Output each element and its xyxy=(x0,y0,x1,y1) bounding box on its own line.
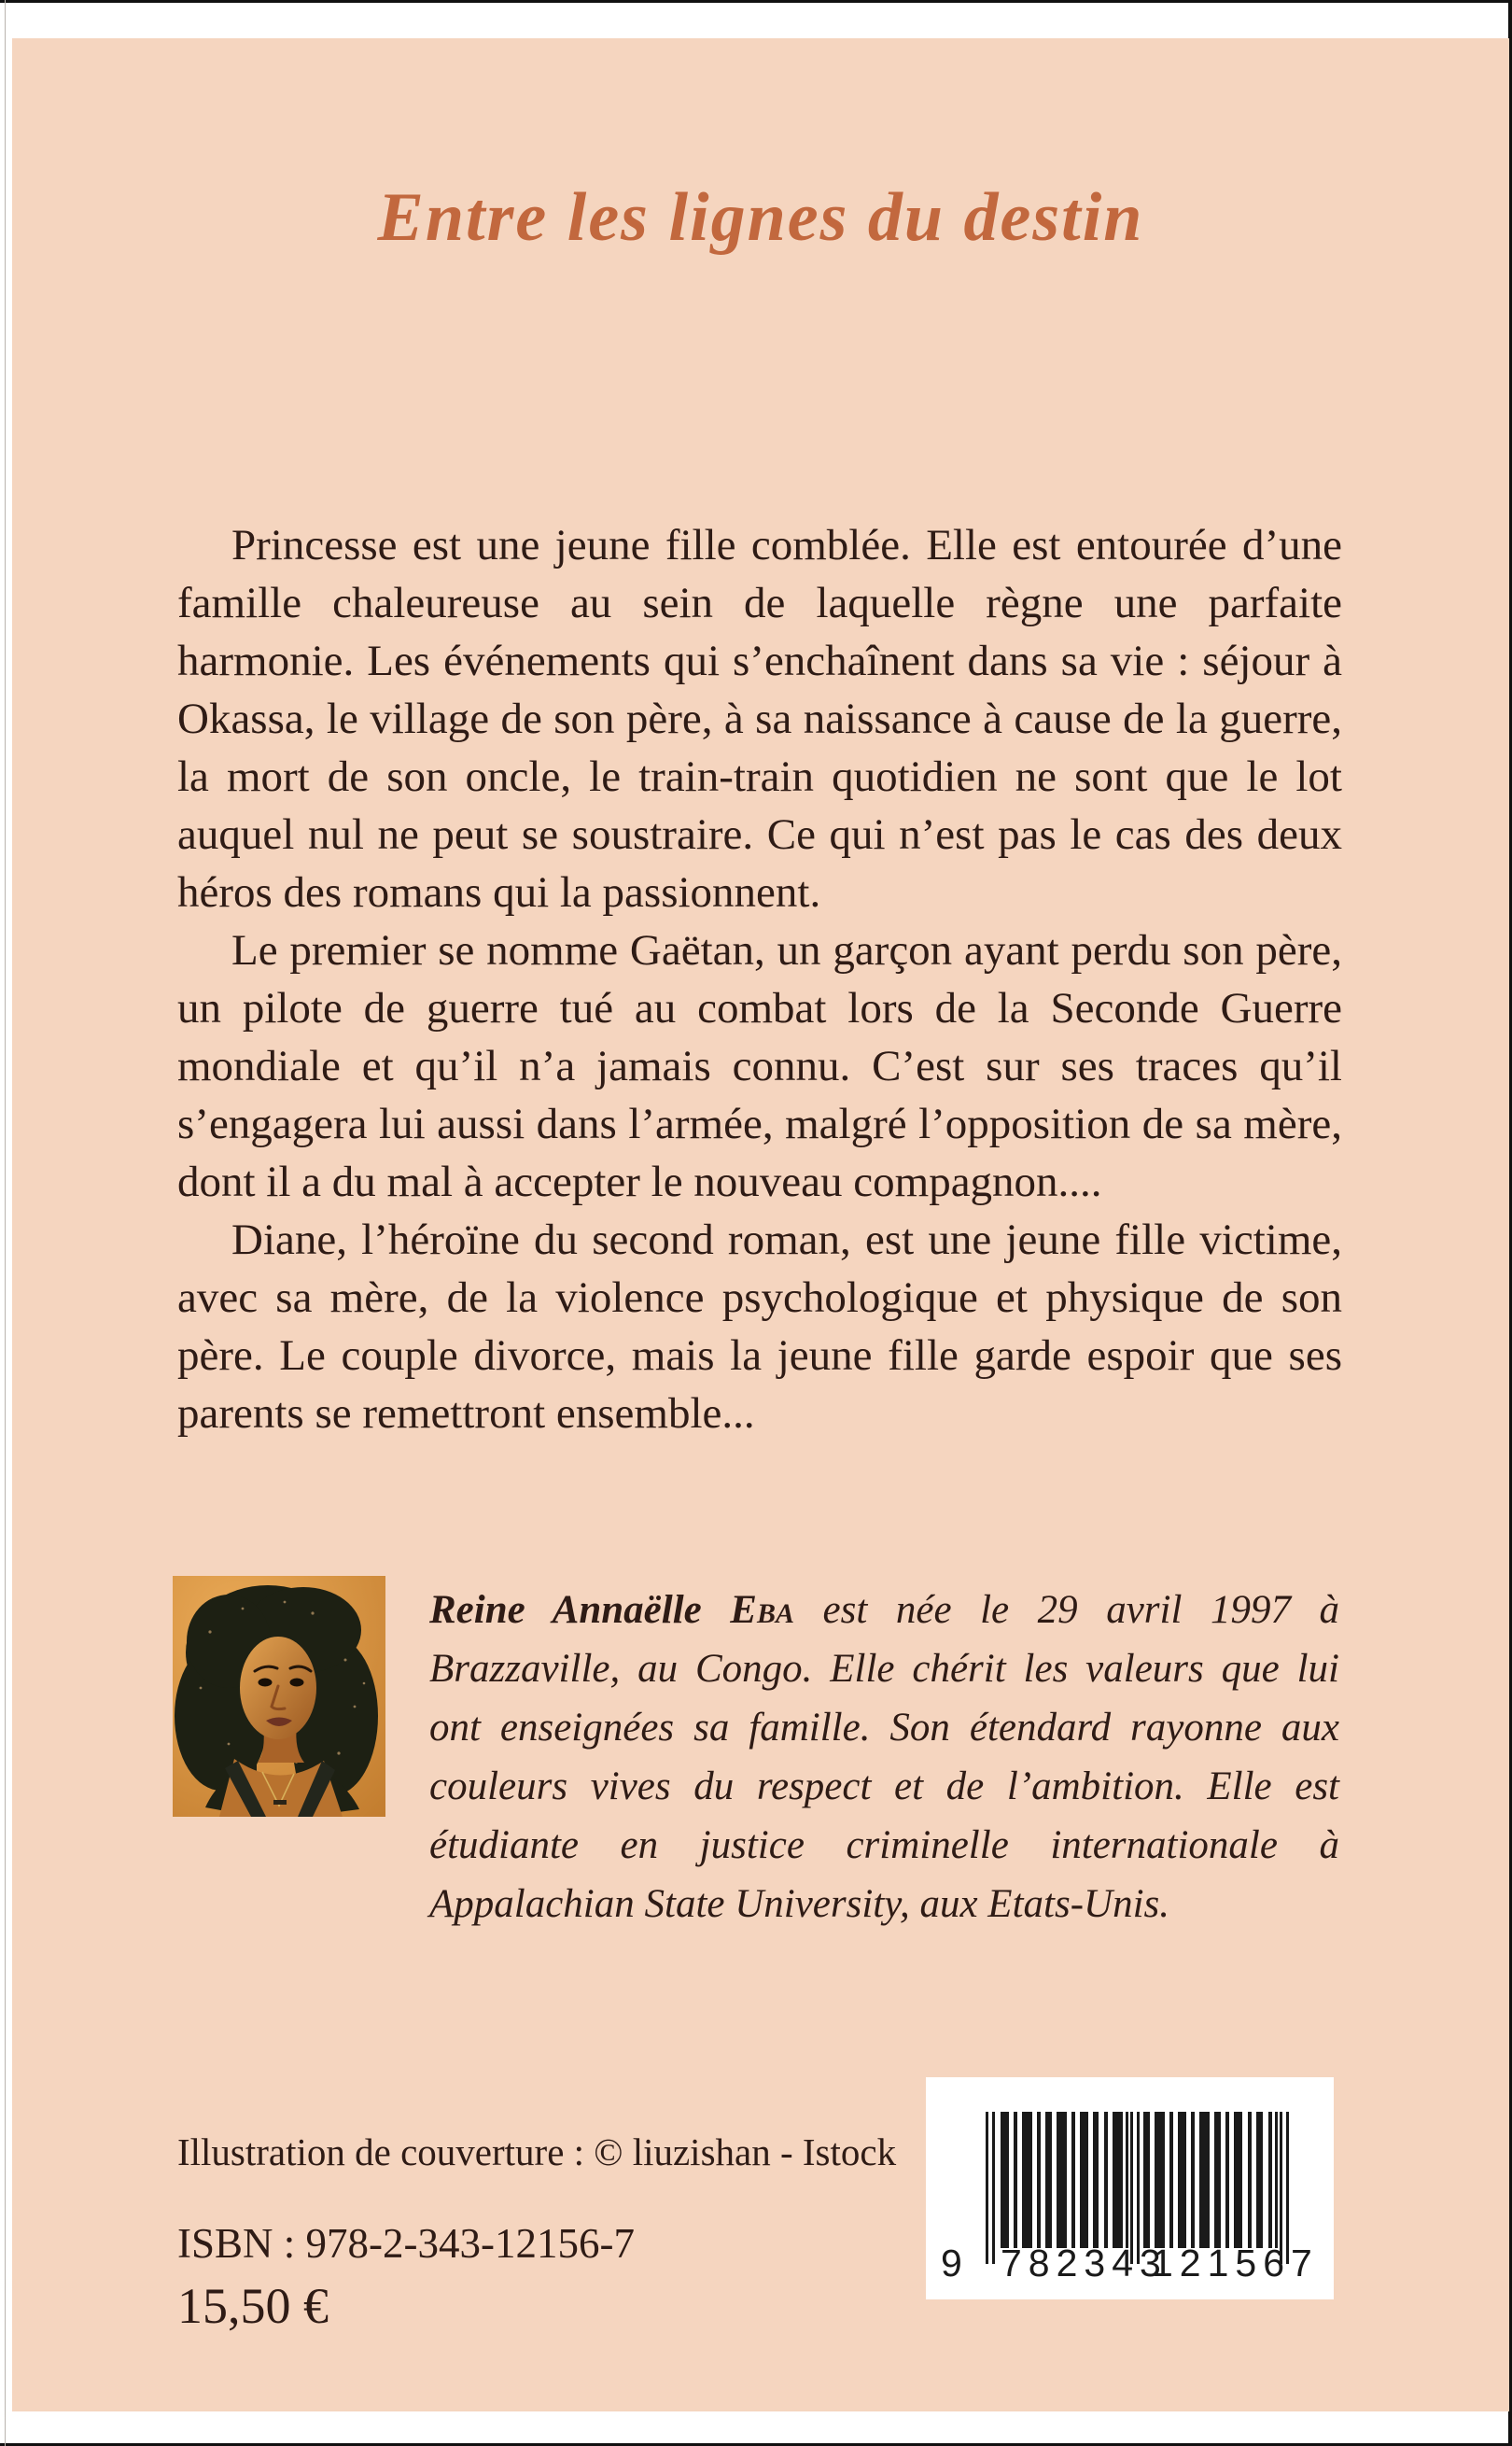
author-last-name: Eba xyxy=(730,1588,794,1632)
synopsis-paragraph-1: Princesse est une jeune fille comblée. Elle est entourée d’une famille chaleureuse au sein de laquelle règne une parfaite harmonie. Les événements qui s’enchaînent dans sa vie : séjour à Okassa, le village de son père, à sa naissance à cause de la guerre, la mort de son oncle, le train-train quotidien ne sont que le lot auquel nul ne peut se soustraire. Ce qui n’est pas le cas des deux héros des romans qui la passionnent. xyxy=(177,521,1342,917)
synopsis-block xyxy=(177,516,1342,1442)
author-first-name: Reine Annaëlle xyxy=(429,1588,731,1632)
cover-background xyxy=(12,38,1509,2411)
book-title: Entre les lignes du destin xyxy=(377,179,1144,256)
illustration-credit: Illustration de couverture : © liuzishan - Istock xyxy=(177,2130,897,2173)
author-photo xyxy=(173,1576,385,1817)
synopsis-paragraph-3: Diane, l’héroïne du second roman, est une jeune fille victime, avec sa mère, de la violence psychologique et physique de son père. Le couple divorce, mais la jeune fille garde espoir que ses parents se remettront ensemble... xyxy=(177,1216,1342,1438)
barcode-digits-right-group: 121567 xyxy=(1152,2242,1319,2284)
isbn-text: ISBN : 978-2-343-12156-7 xyxy=(177,2220,635,2267)
barcode-digit-system: 9 xyxy=(941,2242,969,2284)
synopsis-paragraph-2: Le premier se nomme Gaëtan, un garçon ayant perdu son père, un pilote de guerre tué au combat lors de la Seconde Guerre mondiale et qu’il n’a jamais connu. C’est sur ses traces qu’il s’engagera lui aussi dans l’armée, malgré l’opposition de sa mère, dont il a du mal à accepter le nouveau compagnon.... xyxy=(177,926,1342,1206)
author-bio-text: est née le 29 avril 1997 à Brazzaville, au Congo. Elle chérit les valeurs que lui ont enseignées sa famille. Son étendard rayonne aux couleurs vives du respect et de l’ambition. Elle est étudiante en justice criminelle internationale à Appalachian State University, aux Etats-Unis. xyxy=(429,1588,1339,1926)
author-bio xyxy=(429,1581,1339,1933)
barcode-digits-left-group: 782343 xyxy=(1001,2242,1168,2284)
price-text: 15,50 € xyxy=(177,2278,329,2334)
page-edge-line-top xyxy=(0,0,1512,3)
author-portrait-illustration xyxy=(173,1576,385,1817)
barcode xyxy=(926,2077,1334,2299)
page-edge-line-left xyxy=(5,0,6,2446)
